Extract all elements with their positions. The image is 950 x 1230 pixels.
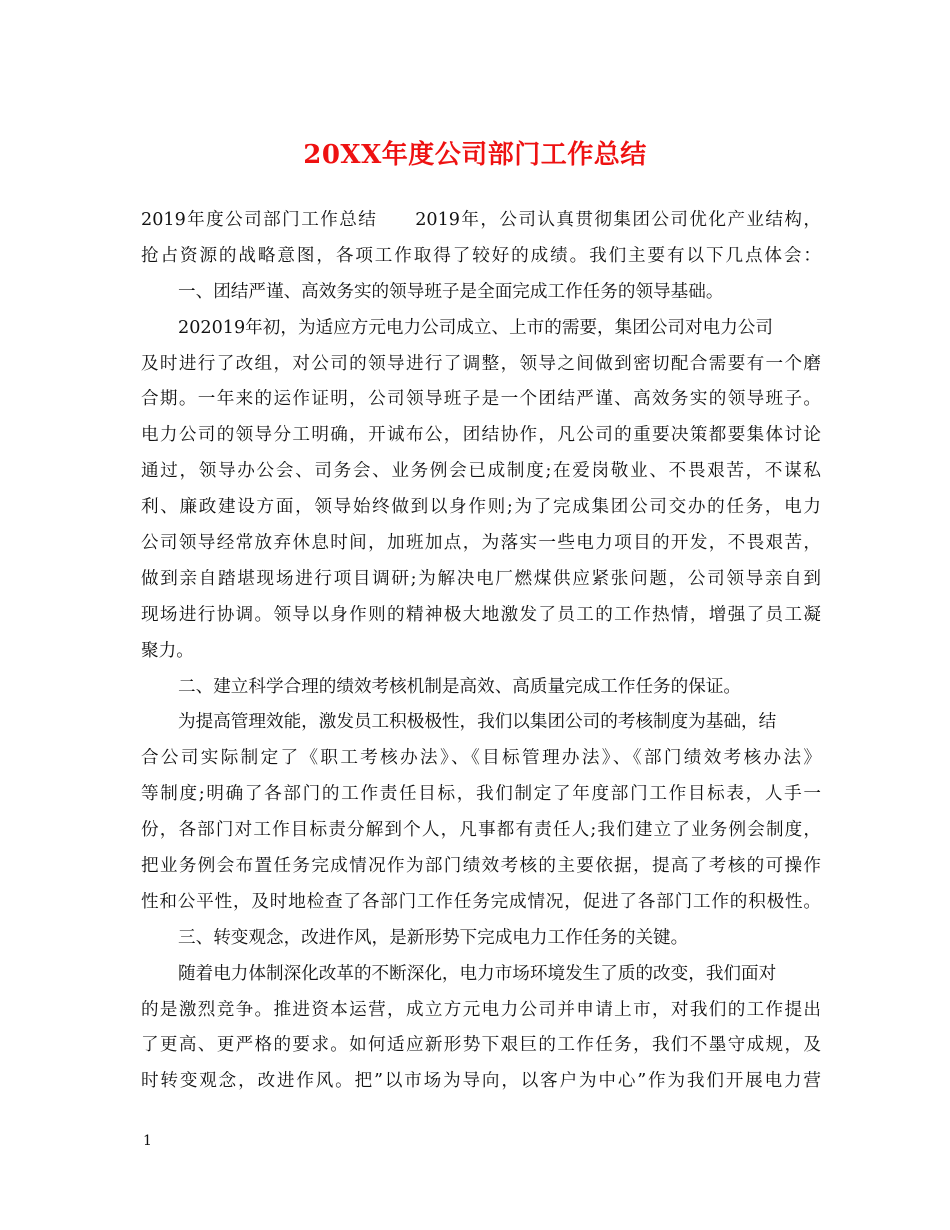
paragraph-line: 为提高管理效能，激发员工积极极性，我们以集团公司的考核制度为基础，结 [178,712,777,733]
paragraph-line: 等制度;明确了各部门的工作责任目标，我们制定了年度部门工作目标表，人手一 [141,784,821,805]
paragraph-line: 及时进行了改组，对公司的领导进行了调整，领导之间做到密切配合需要有一个磨 [141,353,821,374]
page-number: 1 [143,1133,152,1149]
document-title: 20XX年度公司部门工作总结 [303,140,647,170]
paragraph-line: 份，各部门对工作目标责分解到个人，凡事都有责任人;我们建立了业务例会制度， [141,820,821,841]
paragraph-line: 的是激烈竞争。推进资本运营，成立方元电力公司并申请上市，对我们的工作提出 [141,999,821,1020]
section-heading-1: 一、团结严谨、高效务实的领导班子是全面完成工作任务的领导基础。 [178,281,724,302]
paragraph-line: 公司领导经常放弃休息时间，加班加点，为落实一些电力项目的开发，不畏艰苦， [141,533,821,554]
paragraph-line: 了更高、更严格的要求。如何适应新形势下艰巨的工作任务，我们不墨守成规，及 [141,1035,821,1056]
paragraph-line: 合期。一年来的运作证明，公司领导班子是一个团结严谨、高效务实的领导班子。 [141,389,821,410]
paragraph-line: 时转变观念，改进作风。把”以市场为导向，以客户为中心”作为我们开展电力营 [141,1071,821,1092]
paragraph-line: 电力公司的领导分工明确，开诚布公，团结协作，凡公司的重要决策都要集体讨论 [141,425,821,446]
paragraph-line: 抢占资源的战略意图，各项工作取得了较好的成绩。我们主要有以下几点体会： [141,245,821,266]
section-heading-2: 二、建立科学合理的绩效考核机制是高效、高质量完成工作任务的保证。 [178,676,742,697]
paragraph-line: 2019年度公司部门工作总结 2019年，公司认真贯彻集团公司优化产业结构， [141,210,821,230]
paragraph-line: 现场进行协调。领导以身作则的精神极大地激发了员工的工作热情，增强了员工凝 [141,604,821,625]
paragraph-line: 通过，领导办公会、司务会、业务例会已成制度;在爱岗敬业、不畏艰苦，不谋私 [141,461,821,482]
section-heading-3: 三、转变观念，改进作风，是新形势下完成电力工作任务的关键。 [178,927,689,948]
paragraph-line: 性和公平性，及时地检查了各部门工作任务完成情况，促进了各部门工作的积极性。 [141,891,821,912]
paragraph-line: 随着电力体制深化改革的不断深化，电力市场环境发生了质的改变，我们面对 [178,963,777,984]
paragraph-line: 202019年初，为适应方元电力公司成立、上市的需要，集团公司对电力公司 [178,317,773,338]
paragraph-line: 聚力。 [141,640,194,661]
paragraph-line: 合公司实际制定了《职工考核办法》、《目标管理办法》、《部门绩效考核办法》 [141,748,821,769]
document-body [141,203,821,1100]
paragraph-line: 把业务例会布置任务完成情况作为部门绩效考核的主要依据，提高了考核的可操作 [141,856,821,877]
paragraph-line: 做到亲自踏堪现场进行项目调研;为解决电厂燃煤供应紧张问题，公司领导亲自到 [141,568,821,589]
paragraph-line: 利、廉政建设方面，领导始终做到以身作则;为了完成集团公司交办的任务，电力 [141,497,821,518]
